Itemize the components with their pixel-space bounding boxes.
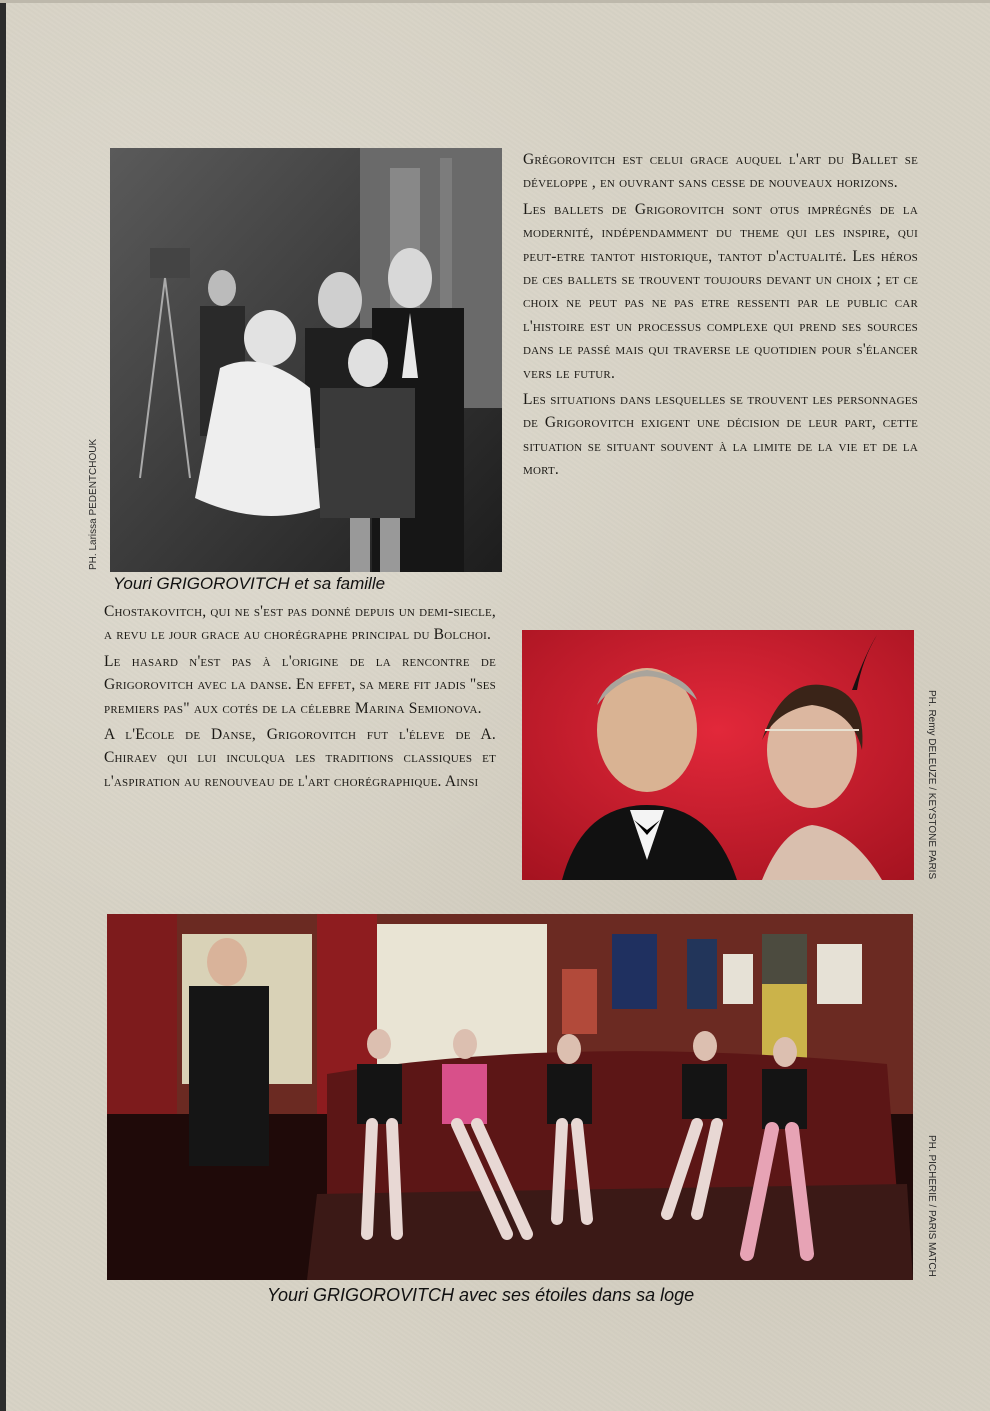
paragraph: Chostakovitch, qui ne s'est pas donné depuis un demi-siecle, a revu le jour grace au chorégraphe principal du Bolchoi. [104,603,496,644]
paragraph: A l'Ecole de Danse, Grigorovitch fut l'éleve de A. Chiraev qui lui inculqua les traditions classiques et l'aspiration au renouveau de l'art chorégraphique. Ainsi [104,726,496,790]
article-left-column [104,600,496,793]
photo-group-credit: PH. PICHERIE / PARIS MATCH [926,1135,937,1277]
photo-couple [522,630,914,880]
photo-couple-credit: PH. Remy DELEUZE / KEYSTONE PARIS [926,690,937,880]
paragraph: Les situations dans lesquelles se trouvent les personnages de Grigorovitch exigent une décision de leur part, cette situation se situant souvent à la limite de la vie et de la mort. [523,391,918,479]
paragraph: Les ballets de Grigorovitch sont otus imprégnés de la modernité, indépendamment du theme qui les inspire, qui peut-etre tantot historique, tantot d'actualité. Les héros de ces ballets se trouvent toujours devant un choix ; et ce choix ne peut pas ne pas etre ressenti par le public car l'histoire est un processus complexe qui prend ses sources dans le passé mais qui traverse le quotidien pour s'élancer vers le futur. [523,200,918,382]
photo-group [107,914,913,1280]
photo-family-image [110,148,502,572]
paragraph: Grégorovitch est celui grace auquel l'art du Ballet se développe , en ouvrant sans cesse de nouveaux horizons. [523,151,918,192]
page-edge [0,0,6,1411]
photo-couple-image [522,630,914,880]
paragraph: Le hasard n'est pas à l'origine de la rencontre de Grigorovitch avec la danse. En effet, sa mere fit jadis "ses premiers pas" aux cotés de la célebre Marina Semionova. [104,652,496,717]
photo-family-credit: PH. Larissa PEDENTCHOUK [88,438,99,570]
article-right-column [523,148,918,482]
page-top-edge [0,0,990,3]
photo-group-image [107,914,913,1280]
photo-family [110,148,502,572]
photo-group-caption: Youri GRIGOROVITCH avec ses étoiles dans sa loge [267,1285,695,1305]
photo-family-caption: Youri GRIGOROVITCH et sa famille [113,574,386,593]
